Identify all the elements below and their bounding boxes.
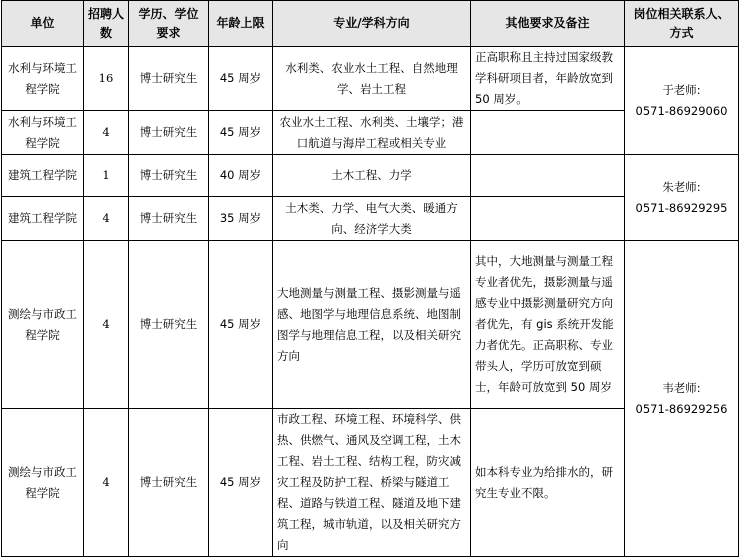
cell-age: 45 周岁 <box>209 47 273 111</box>
cell-major: 农业水土工程、水利类、土壤学；港口航道与海岸工程或相关专业 <box>273 111 471 155</box>
cell-count: 4 <box>84 409 129 557</box>
header-contact: 岗位相关联系人、方式 <box>625 1 739 47</box>
table-row <box>2 241 739 409</box>
cell-major: 大地测量与测量工程、摄影测量与遥感、地图学与地理信息系统、地图制图学与地理信息工程，以及相关研究方向 <box>273 241 471 409</box>
cell-unit: 水利与环境工程学院 <box>2 47 84 111</box>
contact-name: 韦老师: <box>662 380 701 395</box>
cell-unit: 水利与环境工程学院 <box>2 111 84 155</box>
cell-note: 正高职称且主持过国家级教学科研项目者，年龄放宽到 50 周岁。 <box>471 47 625 111</box>
cell-count: 4 <box>84 197 129 241</box>
cell-age: 40 周岁 <box>209 155 273 197</box>
header-count: 招聘人数 <box>84 1 129 47</box>
contact-phone: 0571-86929256 <box>635 401 728 416</box>
cell-unit: 建筑工程学院 <box>2 155 84 197</box>
cell-age: 35 周岁 <box>209 197 273 241</box>
table-row <box>2 155 739 197</box>
cell-unit: 建筑工程学院 <box>2 197 84 241</box>
cell-age: 45 周岁 <box>209 409 273 557</box>
cell-note <box>471 197 625 241</box>
cell-unit: 测绘与市政工程学院 <box>2 409 84 557</box>
cell-degree: 博士研究生 <box>129 241 209 409</box>
cell-note <box>471 111 625 155</box>
cell-note: 如本科专业为给排水的，研究生专业不限。 <box>471 409 625 557</box>
header-age: 年龄上限 <box>209 1 273 47</box>
cell-count: 1 <box>84 155 129 197</box>
cell-major: 土木类、力学、电气大类、暖通方向、经济学大类 <box>273 197 471 241</box>
contact-phone: 0571-86929295 <box>635 200 728 215</box>
contact-cell <box>625 155 739 241</box>
recruitment-table <box>1 0 739 557</box>
cell-count: 16 <box>84 47 129 111</box>
cell-degree: 博士研究生 <box>129 47 209 111</box>
contact-cell <box>625 47 739 155</box>
header-unit: 单位 <box>2 1 84 47</box>
cell-degree: 博士研究生 <box>129 197 209 241</box>
contact-cell <box>625 241 739 557</box>
contact-phone: 0571-86929060 <box>635 103 728 118</box>
contact-name: 朱老师: <box>662 179 701 194</box>
cell-degree: 博士研究生 <box>129 111 209 155</box>
cell-unit: 测绘与市政工程学院 <box>2 241 84 409</box>
header-note: 其他要求及备注 <box>471 1 625 47</box>
cell-note: 其中，大地测量与测量工程专业者优先，摄影测量与遥感专业中摄影测量研究方向者优先，有 gis 系统开发能力者优先。正高职称、专业带头人，学历可放宽到硕士，年龄可放宽到 50 周岁 <box>471 241 625 409</box>
table-row <box>2 47 739 111</box>
contact-name: 于老师: <box>662 82 701 97</box>
header-row <box>2 1 739 47</box>
cell-degree: 博士研究生 <box>129 409 209 557</box>
cell-major: 市政工程、环境工程、环境科学、供热、供燃气、通风及空调工程，土木工程、岩土工程、结构工程，防灾减灾工程及防护工程、桥梁与隧道工程、道路与铁道工程、隧道及地下建筑工程，城市轨道，以及相关研究方向 <box>273 409 471 557</box>
cell-age: 45 周岁 <box>209 111 273 155</box>
header-degree: 学历、学位要求 <box>129 1 209 47</box>
cell-degree: 博士研究生 <box>129 155 209 197</box>
cell-major: 土木工程、力学 <box>273 155 471 197</box>
cell-major: 水利类、农业水土工程、自然地理学、岩土工程 <box>273 47 471 111</box>
cell-count: 4 <box>84 241 129 409</box>
cell-note <box>471 155 625 197</box>
cell-age: 45 周岁 <box>209 241 273 409</box>
cell-count: 4 <box>84 111 129 155</box>
header-major: 专业/学科方向 <box>273 1 471 47</box>
